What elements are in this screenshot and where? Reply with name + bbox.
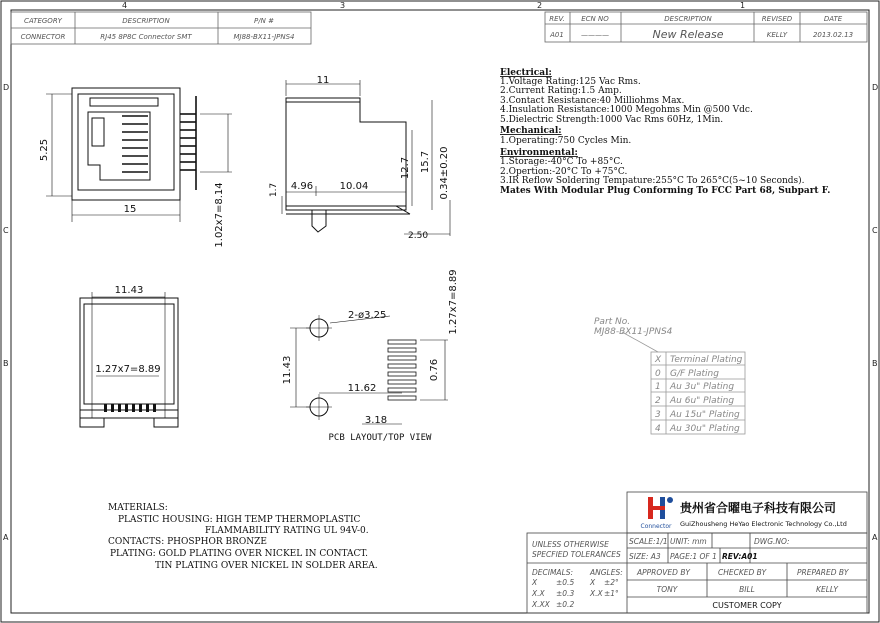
rev-header: REV.	[549, 15, 565, 23]
pcb-caption: PCB LAYOUT/TOP VIEW	[328, 433, 432, 443]
checker-name: BILL	[739, 585, 755, 594]
zone-letter: A	[3, 533, 9, 542]
part-table-code: X	[655, 355, 662, 365]
description-value: New Release	[652, 28, 724, 41]
zone-letter: C	[3, 226, 9, 235]
tol-av: ±1°	[604, 589, 619, 598]
bottom-view	[80, 292, 178, 427]
zone-number: 2	[537, 1, 543, 10]
spec-line: 1.Voltage Rating:125 Vac Rms.	[500, 77, 641, 87]
part-table-code: 0	[655, 369, 661, 379]
prepared-by-label: PREPARED BY	[797, 568, 849, 577]
tol-a: X.X	[590, 589, 603, 598]
pcb-layout-view	[290, 315, 448, 424]
tol-av: ±2°	[604, 578, 619, 587]
tol-dv: ±0.3	[556, 589, 575, 598]
dim-11-43-top: 11.43	[114, 285, 144, 296]
spec-line: Mates With Modular Plug Conforming To FCC Part 68, Subpart F.	[500, 186, 831, 196]
part-table-code: 2	[655, 396, 661, 406]
tolerance-label: UNLESS OTHERWISE	[532, 540, 609, 549]
company-name-en: GuiZhousheng HeYao Electronic Technology Co.,Ltd	[680, 520, 847, 528]
dim-4-96: 4.96	[290, 181, 314, 192]
zone-letter: C	[872, 226, 878, 235]
dim-11: 11	[316, 75, 330, 86]
tol-d: X.X	[532, 589, 545, 598]
part-no-label: Part No.	[594, 317, 631, 327]
part-no-value: MJ88-BX11-JPNS4	[594, 327, 673, 337]
spec-line: 1.Operating:750 Cycles Min.	[500, 136, 632, 146]
spec-line: 4.Insulation Resistance:1000 Megohms Min @500 Vdc.	[500, 105, 753, 115]
header-pn-label: P/N #	[254, 17, 274, 25]
materials-line: PLASTIC HOUSING: HIGH TEMP THERMOPLASTIC	[118, 515, 361, 525]
header-description-value: RJ45 8P8C Connector SMT	[100, 33, 192, 41]
dim-5-25: 5.25	[39, 138, 50, 162]
dwg-no-label: DWG.NO:	[754, 537, 790, 546]
materials-line: TIN PLATING OVER NICKEL IN SOLDER AREA.	[155, 561, 378, 571]
zone-number: 1	[740, 1, 746, 10]
zone-number: 4	[122, 1, 128, 10]
header-category-value: CONNECTOR	[20, 33, 66, 41]
header-category-label: CATEGORY	[24, 17, 62, 25]
part-table-desc: Au 30u" Plating	[670, 424, 740, 434]
header-pn-value: MJ88-BX11-JPNS4	[233, 33, 295, 41]
part-table-desc: Au 15u" Plating	[670, 410, 740, 420]
zone-letter: B	[3, 359, 9, 368]
dim-1-27x7-bottom: 1.27x7=8.89	[95, 364, 161, 375]
environmental-title: Environmental:	[500, 148, 578, 158]
logo-subtitle: Connector	[640, 523, 672, 530]
part-table-desc: Au 3u" Plating	[670, 382, 735, 392]
spec-line: 3.IR Reflow Soldering Tempature:255°C To 265°C(5~10 Seconds).	[500, 176, 805, 186]
dim-15-7: 15.7	[420, 150, 431, 174]
approver-name: TONY	[656, 585, 678, 594]
zone-letter: D	[3, 83, 10, 92]
scale-label: SCALE:1/1	[629, 537, 668, 546]
dim-0-76: 0.76	[429, 358, 440, 382]
angles-label: ANGLES:	[590, 568, 623, 577]
part-table-desc: Au 6u" Plating	[670, 396, 735, 406]
dim-2-50: 2.50	[408, 231, 429, 241]
tol-d: X	[532, 578, 538, 587]
dim-0-34: 0.34±0.20	[439, 146, 450, 200]
spec-line: 2.Current Rating:1.5 Amp.	[500, 86, 622, 96]
spec-line: 1.Storage:-40°C To +85°C.	[500, 157, 623, 167]
rev-label: REV:A01	[722, 552, 758, 561]
customer-copy: CUSTOMER COPY	[712, 601, 782, 610]
approved-by-label: APPROVED BY	[637, 568, 690, 577]
tol-d: X.XX	[532, 600, 550, 609]
spec-line: 5.Dielectric Strength:1000 Vac Rms 60Hz, 1Min.	[500, 115, 724, 125]
part-table-desc: Terminal Plating	[670, 355, 743, 365]
tol-dv: ±0.5	[556, 578, 575, 587]
tol-dv: ±0.2	[556, 600, 575, 609]
company-logo	[641, 497, 673, 530]
dim-12-7: 12.7	[400, 156, 411, 180]
materials-line: PLATING: GOLD PLATING OVER NICKEL IN CONTACT.	[110, 549, 368, 559]
zone-letter: B	[872, 359, 878, 368]
date-value: 2013.02.13	[812, 31, 854, 39]
tol-a: X	[590, 578, 596, 587]
materials-title: MATERIALS:	[108, 503, 168, 513]
description-header: DESCRIPTION	[664, 15, 712, 23]
zone-number: 3	[340, 1, 346, 10]
page-label: PAGE:1 OF 1	[670, 552, 717, 561]
size-label: SIZE: A3	[629, 552, 661, 561]
rev-value: A01	[550, 31, 564, 39]
revised-value: KELLY	[766, 31, 788, 39]
materials-line: FLAMMABILITY RATING UL 94V-0.	[205, 526, 369, 536]
part-table-code: 3	[655, 410, 661, 420]
materials-block	[108, 503, 378, 571]
dim-10-04: 10.04	[339, 181, 369, 192]
dim-11-62: 11.62	[347, 383, 377, 394]
zone-numbers	[3, 1, 878, 542]
dim-15: 15	[123, 204, 137, 215]
ecn-header: ECN NO	[581, 15, 609, 23]
ecn-value: ————	[581, 31, 609, 39]
date-header: DATE	[823, 15, 843, 23]
part-table-desc: G/F Plating	[670, 369, 719, 379]
header-description-label: DESCRIPTION	[122, 17, 170, 25]
unit-label: UNIT: mm	[670, 537, 707, 546]
dim-hole: 2-ø3.25	[348, 310, 387, 321]
preparer-name: KELLY	[816, 585, 838, 594]
revised-header: REVISED	[761, 15, 793, 23]
spec-line: 3.Contact Resistance:40 Milliohms Max.	[500, 96, 685, 106]
dim-3-18: 3.18	[364, 415, 388, 426]
tolerance-label: SPECFIED TOLERANCES	[532, 550, 621, 559]
dim-11-43-side: 11.43	[282, 355, 293, 385]
front-view	[46, 88, 232, 222]
mechanical-title: Mechanical:	[500, 126, 562, 136]
electrical-title: Electrical:	[500, 68, 552, 78]
dim-1-02x7: 1.02x7=8.14	[214, 182, 225, 248]
company-name-cn: 贵州省合曜电子科技有限公司	[680, 501, 837, 515]
checked-by-label: CHECKED BY	[718, 568, 767, 577]
decimals-label: DECIMALS:	[532, 568, 574, 577]
spec-block	[500, 68, 830, 196]
part-table-code: 1	[655, 382, 661, 392]
materials-line: CONTACTS: PHOSPHOR BRONZE	[108, 537, 267, 547]
zone-letter: D	[872, 83, 879, 92]
spec-line: 2.Opertion:-20°C To +75°C.	[500, 167, 628, 177]
dim-1-27x7-pcb: 1.27x7=8.89	[448, 269, 459, 335]
dim-1-7: 1.7	[269, 182, 279, 198]
part-table-code: 4	[655, 424, 661, 434]
zone-letter: A	[872, 533, 878, 542]
